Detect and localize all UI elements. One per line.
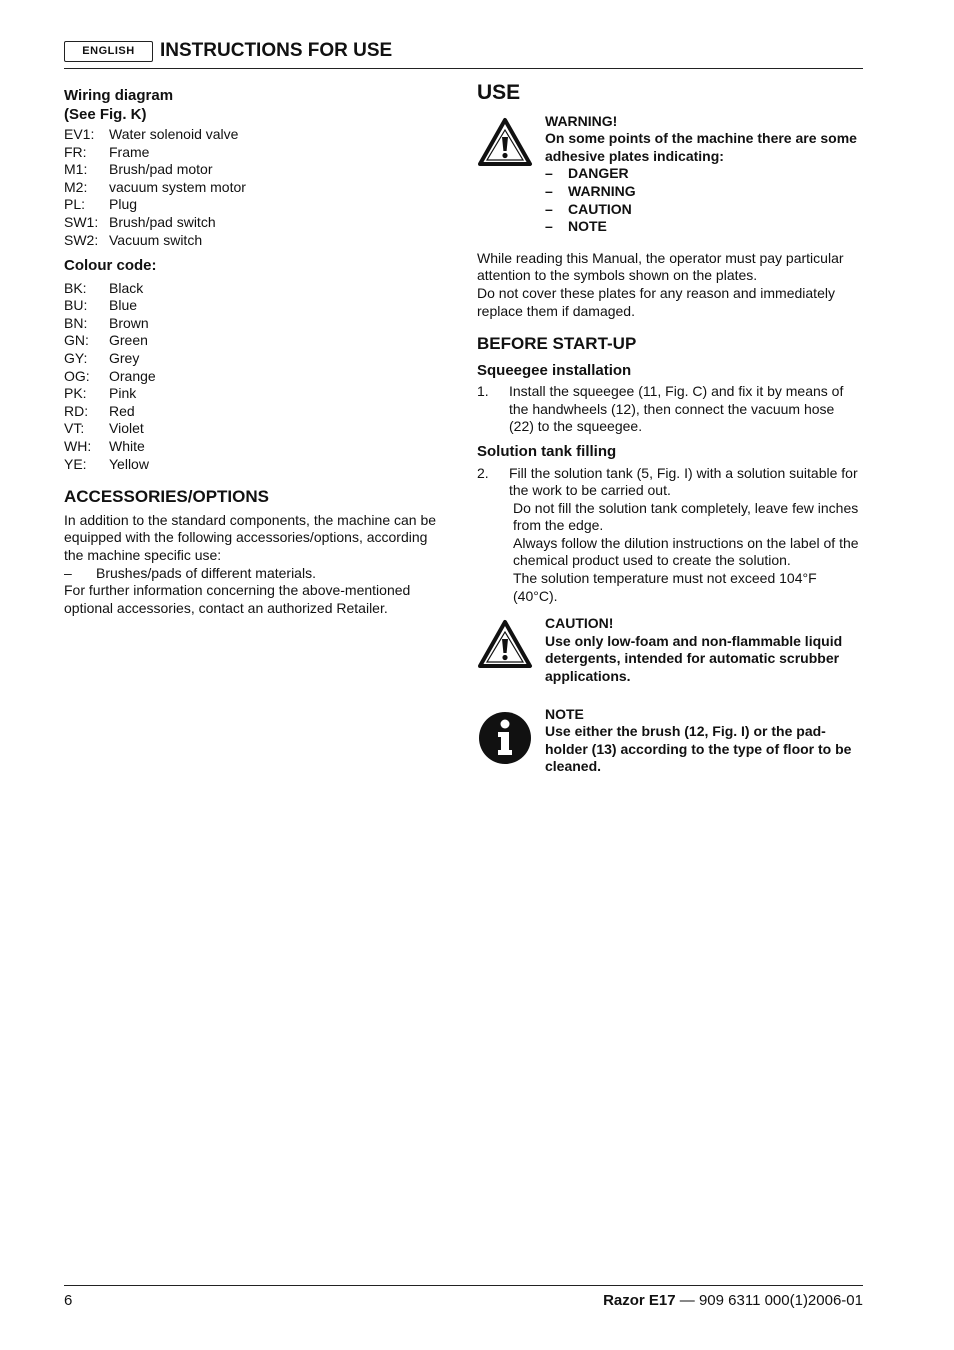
reading-paragraph-2: Do not cover these plates for any reason and immediately replace them if damaged. (477, 284, 835, 319)
list-item: BN: Brown (64, 314, 149, 331)
list-item: – Brushes/pads of different materials. (64, 564, 316, 581)
wiring-list (64, 126, 448, 249)
warning-notice (477, 113, 863, 236)
tank-note-3: The solution temperature must not exceed 104°F (40°C). (513, 570, 817, 604)
list-item: YE: Yellow (64, 455, 149, 472)
accessories-title: ACCESSORIES/OPTIONS (64, 487, 269, 507)
right-column (477, 81, 863, 776)
list-item: PK: Pink (64, 385, 137, 402)
list-item: SW2: Vacuum switch (64, 231, 203, 248)
info-icon (477, 706, 545, 776)
list-item: WH: White (64, 438, 145, 454)
language-badge: ENGLISH (64, 41, 153, 62)
caution-text: Use only low-foam and non-flammable liquid detergents, intended for automatic scrubber applications. (545, 632, 843, 685)
list-item: VT: Violet (64, 420, 144, 437)
list-item: EV1: Water solenoid valve (64, 126, 239, 142)
document-code: — 909 6311 000(1)2006-01 (675, 1292, 863, 1309)
list-item: – WARNING (545, 182, 636, 199)
note-notice (477, 706, 863, 776)
accessories-intro: In addition to the standard components, the machine can be equipped with the following accessories/options, according the machine specific use: (64, 511, 437, 563)
colour-code-title: Colour code: (64, 257, 157, 275)
warning-title: WARNING! (545, 112, 618, 129)
list-item: RD: Red (64, 402, 135, 419)
warning-text: On some points of the machine there are some adhesive plates indicating: (545, 130, 857, 164)
use-title: USE (477, 81, 521, 104)
tank-note-2: Always follow the dilution instructions on the label of the chemical product used to create the solution. (513, 534, 859, 569)
colour-list (64, 280, 448, 474)
squeegee-installation-title: Squeegee installation (477, 361, 632, 379)
list-item: FR: Frame (64, 143, 150, 160)
note-text: Use either the brush (12, Fig. I) or the pad-holder (13) according to the type of floor to be cleaned. (545, 723, 852, 775)
warning-triangle-icon (477, 615, 545, 685)
list-item: GN: Green (64, 332, 148, 349)
list-item: BU: Blue (64, 297, 138, 314)
list-item: – CAUTION (545, 200, 632, 217)
caution-notice (477, 615, 863, 685)
list-item: M2: vacuum system motor (64, 178, 246, 195)
list-item: GY: Grey (64, 350, 140, 367)
note-title: NOTE (545, 705, 584, 722)
list-item: – NOTE (545, 218, 607, 235)
model-name: Razor E17 (603, 1292, 676, 1309)
list-item: – DANGER (545, 165, 629, 182)
tank-note-1: Do not fill the solution tank completely, leave few inches from the edge. (513, 499, 859, 534)
list-item: M1: Brush/pad motor (64, 161, 213, 178)
list-item: PL: Plug (64, 196, 138, 213)
wiring-diagram-subtitle: (See Fig. K) (64, 105, 147, 123)
warning-triangle-icon (477, 113, 545, 236)
page-number: 6 (64, 1292, 73, 1309)
left-column (64, 87, 448, 617)
accessories-outro: For further information concerning the above-mentioned optional accessories, contact an authorized Retailer. (64, 582, 411, 616)
list-item: SW1: Brush/pad switch (64, 213, 216, 230)
page-header-title: INSTRUCTIONS FOR USE (160, 40, 393, 61)
document-reference (603, 1292, 863, 1309)
list-item: 1. Install the squeegee (11, Fig. C) and fix it by means of the handwheels (12), then connect the vacuum hose (22) to the squeegee. (477, 383, 844, 435)
caution-title: CAUTION! (545, 615, 614, 632)
list-item: BK: Black (64, 279, 144, 296)
solution-tank-title: Solution tank filling (477, 443, 617, 460)
list-item: 2. Fill the solution tank (5, Fig. I) with a solution suitable for the work to be carried out. (477, 464, 858, 499)
page-header (64, 40, 863, 69)
list-item: OG: Orange (64, 367, 156, 384)
before-start-up-title: BEFORE START-UP (477, 334, 637, 354)
page-footer (64, 1285, 863, 1309)
wiring-diagram-title: Wiring diagram (64, 87, 174, 104)
reading-paragraph-1: While reading this Manual, the operator must pay particular attention to the symbols shown on the plates. (477, 249, 844, 284)
